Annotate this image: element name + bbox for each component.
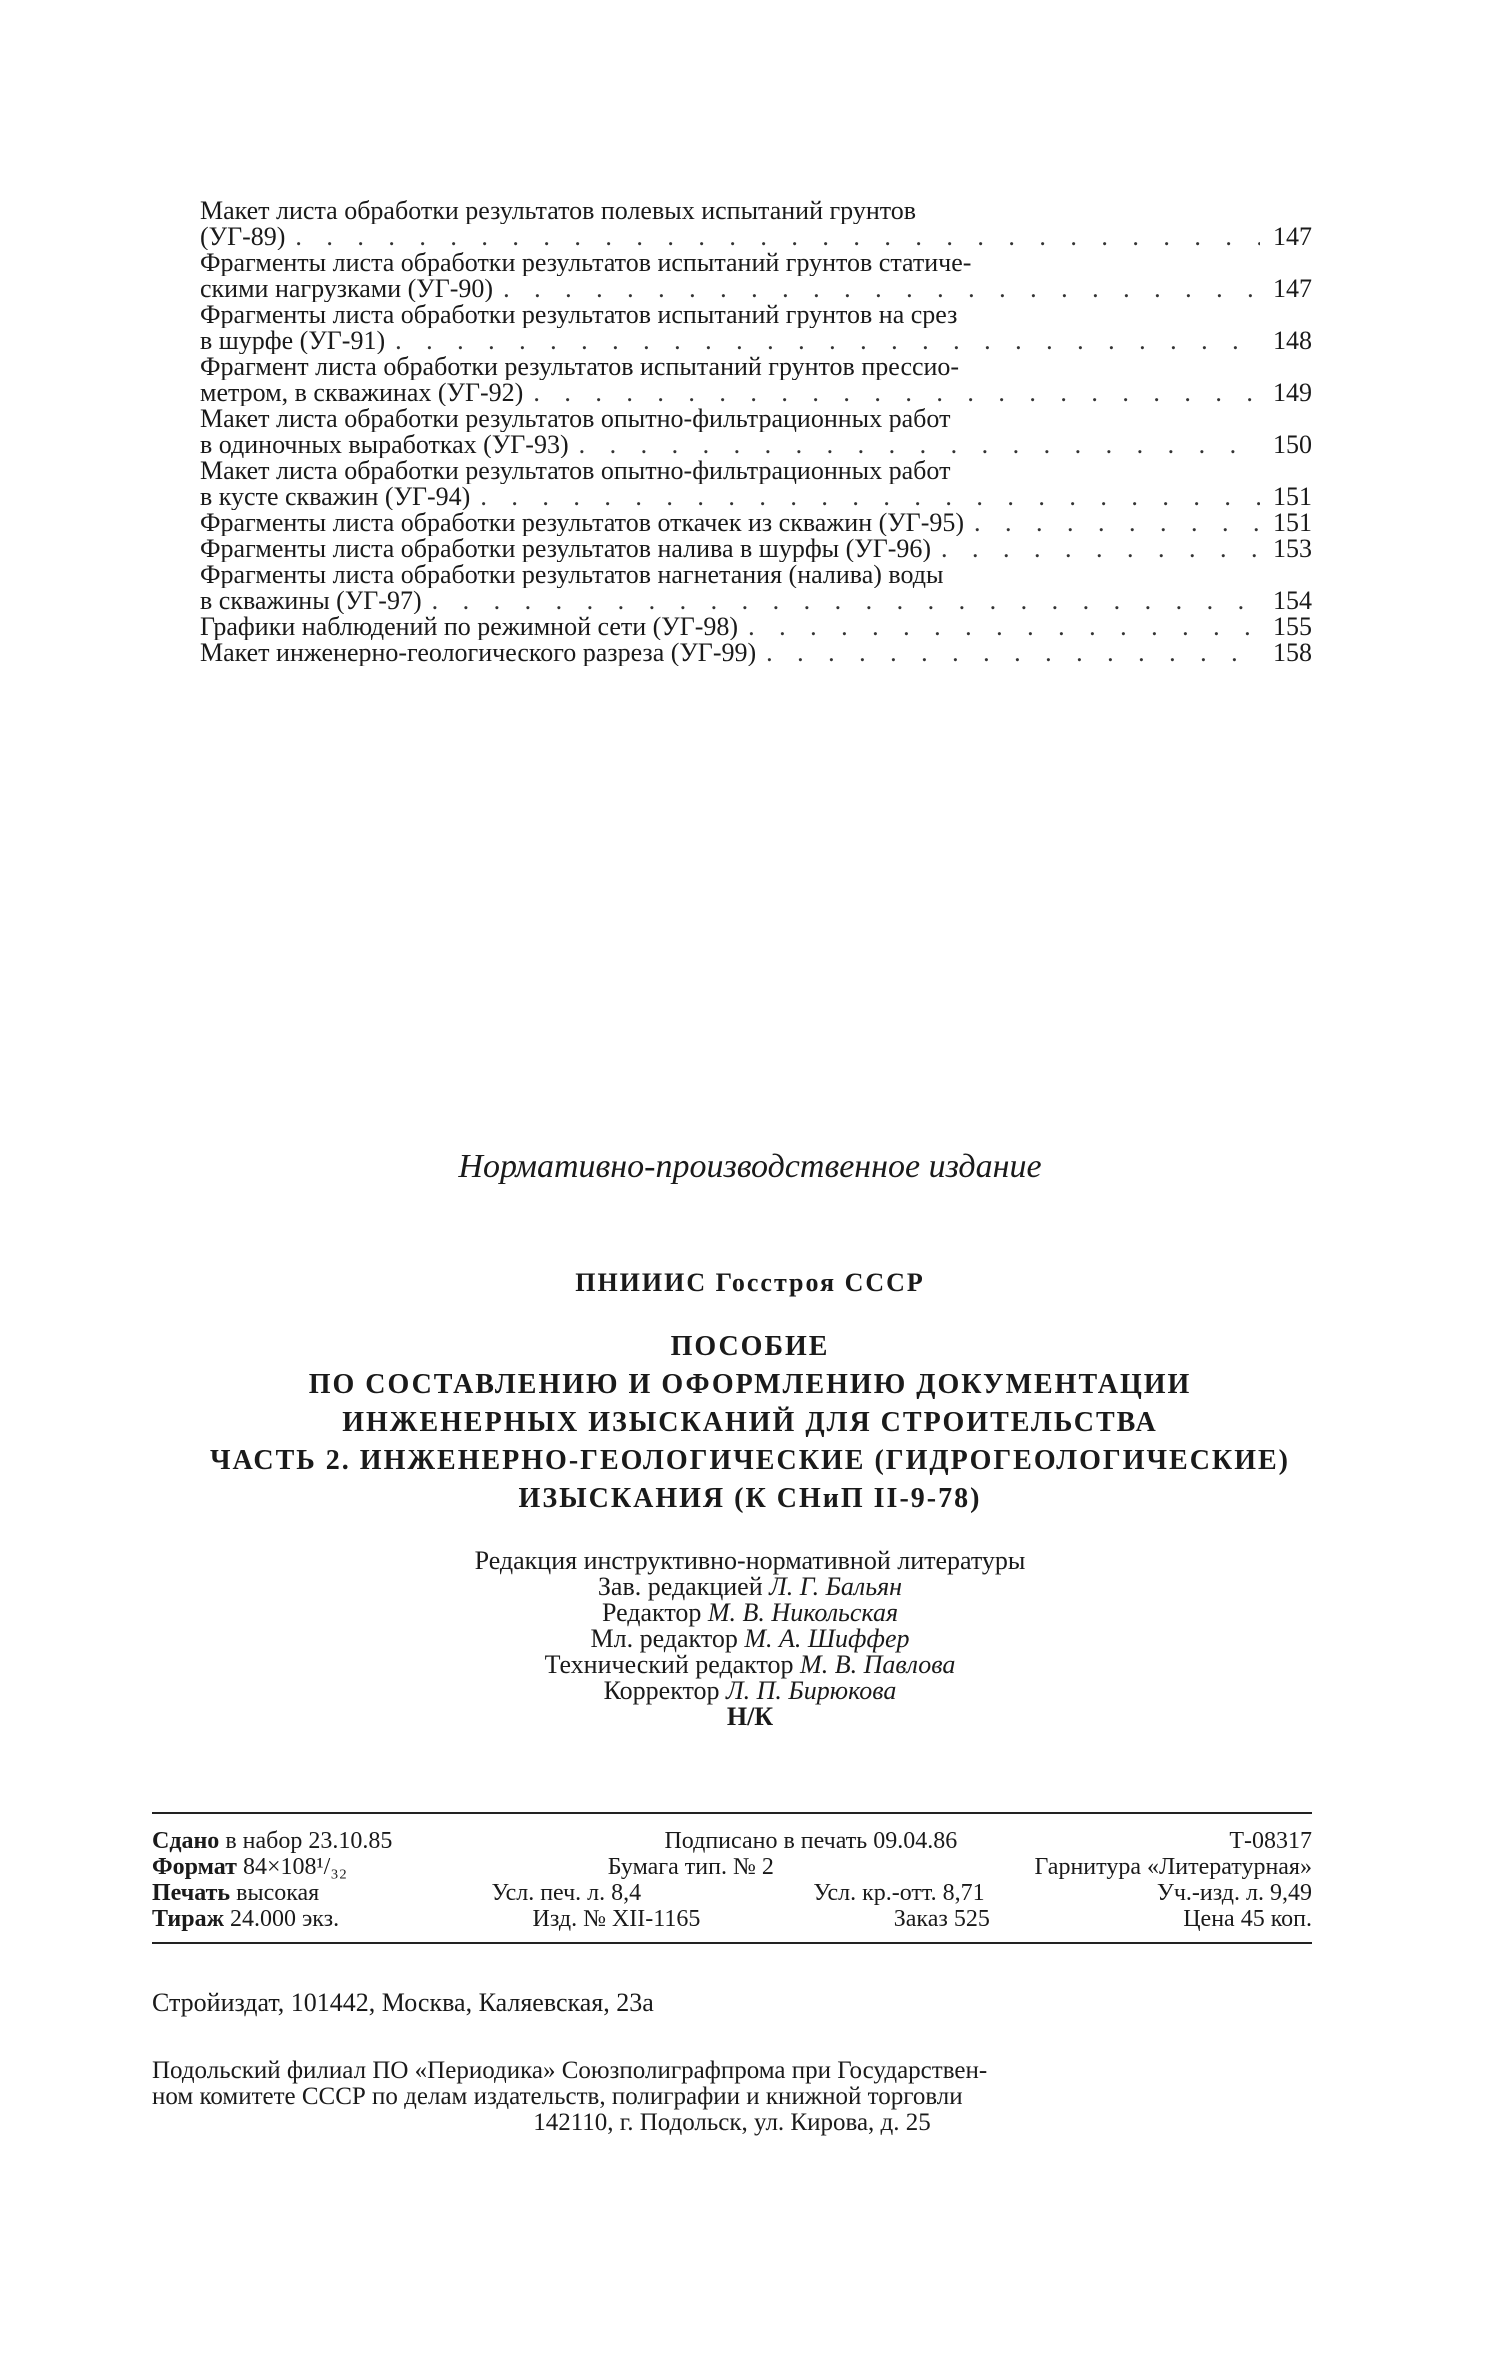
toc-entry [200,640,1312,666]
toc-leader-dots [470,484,1260,510]
toc-leader-dots [738,614,1260,640]
imprint-block [152,1828,1312,1932]
toc-page-number: 150 [1273,432,1312,458]
printer-line-1: Подольский филиал ПО «Периодика» Союзполиграфпрома при Государствен- [152,2057,988,2084]
toc-entry-text: Фрагменты листа обработки результатов откачек из скважин (УГ-95) [200,510,965,536]
toc-entry-text: Фрагменты листа обработки результатов нагнетания (налива) воды [200,562,944,588]
toc-entry-text: в скважины (УГ-97) [200,588,422,614]
toc-leader-dots [523,380,1260,406]
toc-entry-text: Макет листа обработки результатов полевых испытаний грунтов [200,198,917,224]
toc-entry-last-line [200,328,1312,354]
imprint-value: Т-08317 [1229,1828,1312,1854]
toc-entry [200,302,1312,354]
table-of-contents [200,198,1312,666]
toc-leader-dots [756,640,1260,666]
toc-entry-text: Фрагмент листа обработки результатов испытаний грунтов прессио- [200,354,960,380]
toc-entry-text: метром, в скважинах (УГ-92) [200,380,524,406]
title-line-5: ИЗЫСКАНИЯ (К СНиП II-9-78) [518,1483,982,1514]
toc-entry [200,198,1312,250]
toc-leader-dots [931,536,1260,562]
toc-page-number: 147 [1273,224,1312,250]
imprint-value: Бумага тип. № 2 [607,1854,774,1880]
title-line-3: ИНЖЕНЕРНЫХ ИЗЫСКАНИЙ ДЛЯ СТРОИТЕЛЬСТВА [342,1407,1158,1438]
credit-corrector-label: Корректор [603,1676,720,1705]
imprint-value: высокая [236,1880,320,1906]
toc-entry-line [200,198,1312,224]
toc-entry-text: Макет инженерно-геологического разреза (УГ-99) [200,640,757,666]
editorial-office: Редакция инструктивно-нормативной литературы [474,1546,1026,1575]
title-line-4: ЧАСТЬ 2. ИНЖЕНЕРНО-ГЕОЛОГИЧЕСКИЕ (ГИДРОГЕОЛОГИЧЕСКИЕ) [210,1445,1290,1476]
imprint-row [152,1880,1312,1906]
toc-page-number: 154 [1273,588,1312,614]
imprint-value: Подписано в печать 09.04.86 [664,1828,958,1854]
toc-entry-last-line [200,614,1312,640]
divider-top [152,1812,1312,1814]
toc-leader-dots [569,432,1260,458]
imprint-value: Цена 45 коп. [1183,1906,1312,1932]
publisher-address: Стройиздат, 101442, Москва, Каляевская, 23а [152,1988,654,2017]
toc-entry-text: Макет листа обработки результатов опытно-фильтрационных работ [200,458,951,484]
printer-line-3: 142110, г. Подольск, ул. Кирова, д. 25 [533,2109,931,2136]
title-line-2: ПО СОСТАВЛЕНИЮ И ОФОРМЛЕНИЮ ДОКУМЕНТАЦИИ [308,1369,1192,1400]
toc-page-number: 151 [1273,510,1312,536]
toc-entry-line [200,406,1312,432]
toc-page-number: 149 [1273,380,1312,406]
toc-entry-line [200,302,1312,328]
toc-entry-text: скими нагрузками (УГ-90) [200,276,494,302]
toc-entry-text: Макет листа обработки результатов опытно-фильтрационных работ [200,406,951,432]
imprint-row [152,1854,1312,1880]
toc-entry-text: Фрагменты листа обработки результатов испытаний грунтов на срез [200,302,958,328]
toc-entry [200,562,1312,614]
credit-head-name: Л. Г. Бальян [769,1572,903,1601]
imprint-value: Гарнитура «Литературная» [1034,1854,1312,1880]
toc-entry [200,536,1312,562]
imprint-value: 24.000 экз. [230,1906,340,1932]
credit-corrector-name: Л. П. Бирюкова [726,1676,897,1705]
imprint-label: Тираж [152,1906,224,1932]
toc-entry-last-line [200,432,1312,458]
toc-entry-text: Фрагменты листа обработки результатов налива в шурфы (УГ-96) [200,536,932,562]
toc-entry-last-line [200,484,1312,510]
credit-tech-label: Технический редактор [544,1650,794,1679]
printer-line-2: ном комитете СССР по делам издательств, полиграфии и книжной торговли [152,2083,963,2110]
toc-page-number: 151 [1273,484,1312,510]
toc-entry-text: (УГ-89) [200,224,286,250]
credit-junior-label: Мл. редактор [590,1624,738,1653]
credit-editor-label: Редактор [601,1598,702,1627]
toc-entry-line [200,458,1312,484]
credit-editor [0,1600,1500,1626]
toc-leader-dots [422,588,1260,614]
toc-entry-line [200,562,1312,588]
toc-page-number: 148 [1273,328,1312,354]
imprint-value: Заказ 525 [893,1906,990,1932]
toc-entry [200,614,1312,640]
toc-entry [200,406,1312,458]
credit-tech-name: М. В. Павлова [800,1650,956,1679]
imprint-label: Сдано [152,1828,220,1854]
imprint-row [152,1906,1312,1932]
toc-entry-last-line [200,224,1312,250]
toc-entry-text: Фрагменты листа обработки результатов испытаний грунтов статиче- [200,250,972,276]
toc-leader-dots [285,224,1260,250]
toc-entry-last-line [200,276,1312,302]
toc-entry-text: Графики наблюдений по режимной сети (УГ-98) [200,614,739,640]
toc-entry [200,250,1312,302]
toc-entry [200,510,1312,536]
imprint-value: Усл. кр.-отт. 8,71 [813,1880,985,1906]
toc-entry-last-line [200,536,1312,562]
toc-entry-line [200,354,1312,380]
toc-entry-text: в одиночных выработках (УГ-93) [200,432,569,458]
toc-entry-last-line [200,380,1312,406]
toc-entry-last-line [200,510,1312,536]
toc-entry-text: в шурфе (УГ-91) [200,328,386,354]
book-title [0,1328,1500,1518]
edition-type: Нормативно-производственное издание [458,1148,1042,1185]
credit-head-label: Зав. редакцией [597,1572,763,1601]
printer-info [152,2058,1312,2136]
imprint-value: Изд. № XII-1165 [532,1906,701,1932]
credit-junior-name: М. А. Шиффер [744,1624,910,1653]
toc-entry-text: в кусте скважин (УГ-94) [200,484,471,510]
toc-entry [200,354,1312,406]
imprint-label: Печать [152,1880,231,1906]
imprint-value: 84×108¹/₃₂ [242,1854,348,1880]
credit-head [0,1574,1500,1600]
toc-page-number: 155 [1273,614,1312,640]
toc-entry-last-line [200,588,1312,614]
toc-entry-last-line [200,640,1312,666]
imprint-label: Формат [152,1854,237,1880]
toc-leader-dots [493,276,1260,302]
credit-corrector [0,1678,1500,1704]
divider-bottom [152,1942,1312,1944]
toc-page-number: 153 [1273,536,1312,562]
toc-leader-dots [964,510,1260,536]
toc-entry-line [200,250,1312,276]
imprint-value: в набор 23.10.85 [225,1828,393,1854]
credit-junior-editor [0,1626,1500,1652]
title-line-1: ПОСОБИЕ [670,1331,830,1362]
imprint-row [152,1828,1312,1854]
organization: ПНИИИС Госстроя СССР [575,1268,925,1297]
editorial-credits [0,1548,1500,1730]
credit-editor-name: М. В. Никольская [707,1598,899,1627]
credit-tech-editor [0,1652,1500,1678]
credit-mark: Н/К [726,1702,774,1731]
toc-page-number: 158 [1273,640,1312,666]
imprint-value: Уч.-изд. л. 9,49 [1156,1880,1312,1906]
toc-entry [200,458,1312,510]
toc-leader-dots [385,328,1260,354]
imprint-value: Усл. печ. л. 8,4 [491,1880,642,1906]
toc-page-number: 147 [1273,276,1312,302]
